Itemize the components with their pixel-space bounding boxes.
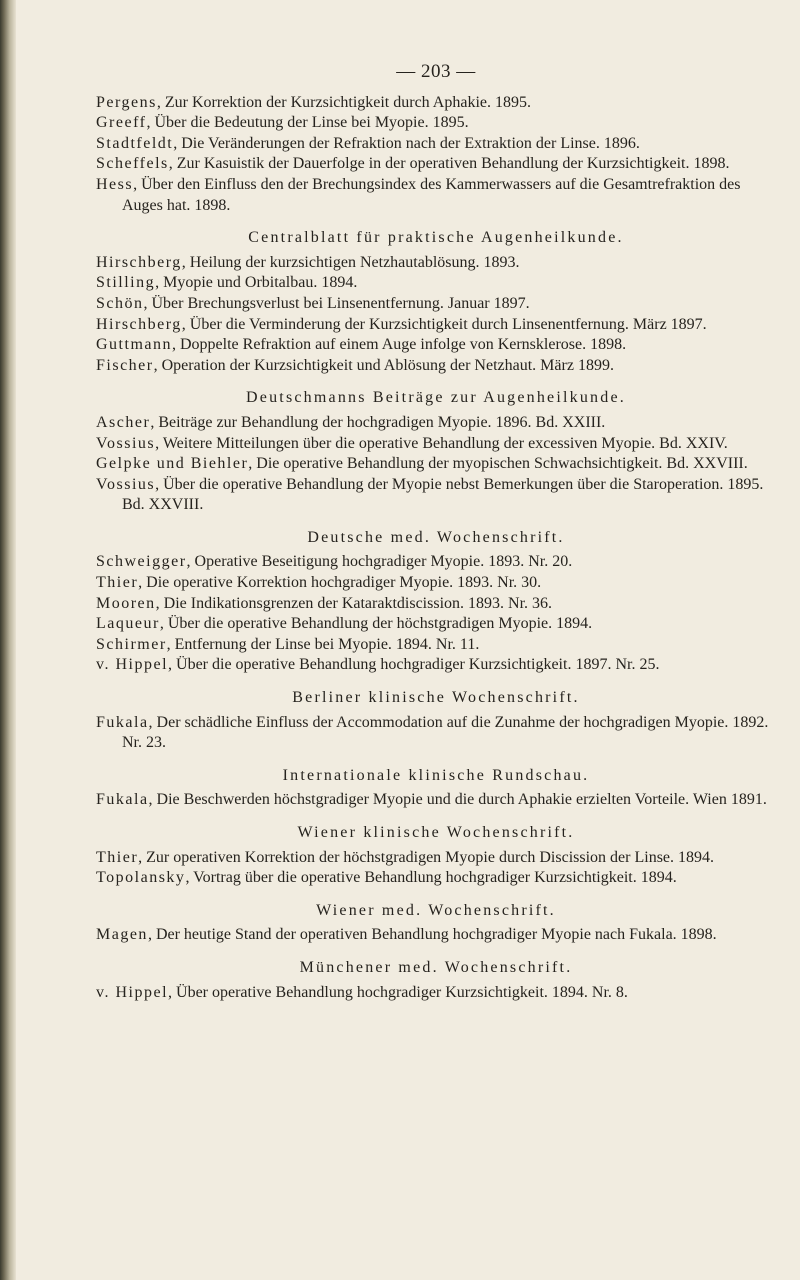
entry-text: , Über Brechungsverlust bei Linsenentfernung. Januar 1897. (143, 294, 530, 312)
entry-text: , Beiträge zur Behandlung der hochgradigen Myopie. 1896. Bd. XXIII. (150, 413, 606, 431)
entry-author: Fukala (96, 713, 149, 731)
entry-author: Hirschberg (96, 315, 182, 333)
entry-text: , Entfernung der Linse bei Myopie. 1894. Nr. 11. (166, 635, 480, 653)
entry-author: Laqueur (96, 615, 160, 633)
entry-author: Guttmann (96, 336, 172, 354)
entry-author: Mooren (96, 594, 156, 612)
entry-author: Thier (96, 848, 139, 866)
entry-text: , Zur Kasuistik der Dauerfolge in der operativen Behandlung der Kurzsichtigkeit. 1898. (168, 155, 730, 173)
entry-text: , Der heutige Stand der operativen Behandlung hochgradiger Myopie nach Fukala. 1898. (147, 926, 717, 944)
journal-heading: Internationale klinische Rundschau. (282, 766, 590, 784)
bibliography-entry (96, 594, 776, 615)
bibliography-entry (96, 335, 776, 356)
bibliography-entry (96, 253, 776, 274)
journal-heading: Münchener med. Wochenschrift. (299, 958, 573, 976)
bibliography-entry (96, 790, 776, 811)
entry-text: , Über den Einfluss den der Brechungsindex des Kammerwassers auf die Gesamtrefraktion des Auges hat. 1898. (122, 175, 741, 214)
document-page (96, 62, 776, 1003)
entry-text: , Vortrag über die operative Behandlung hochgradiger Kurzsichtigkeit. 1894. (185, 869, 677, 887)
journal-heading: Wiener klinische Wochenschrift. (297, 824, 575, 841)
entry-author: Schirmer (96, 635, 167, 653)
entry-author: Pergens (96, 93, 157, 111)
page-binding-edge (0, 0, 16, 1280)
bibliography-entry (96, 635, 776, 656)
entry-text: , Über die operative Behandlung hochgradiger Kurzsichtigkeit. 1897. Nr. 25. (168, 656, 660, 674)
entry-text: , Operation der Kurzsichtigkeit und Ablösung der Netzhaut. März 1899. (153, 356, 614, 374)
bibliography-entry (96, 713, 776, 754)
entry-text: , Myopie und Orbitalbau. 1894. (155, 274, 358, 292)
bibliography-entry (96, 154, 776, 175)
bibliography-entry (96, 134, 776, 155)
journal-heading: Centralblatt für praktische Augenheilkunde. (248, 229, 624, 247)
entry-text: , Die Beschwerden höchstgradiger Myopie und die durch Aphakie erzielten Vorteile. Wien 1891. (148, 791, 767, 809)
journal-heading: Deutsche med. Wochenschrift. (307, 528, 565, 546)
entry-text: , Die Indikationsgrenzen der Kataraktdiscission. 1893. Nr. 36. (155, 594, 553, 612)
entry-text: , Weitere Mitteilungen über die operative Behandlung der excessiven Myopie. Bd. XXIV. (155, 434, 728, 452)
entry-text: , Über operative Behandlung hochgradiger Kurzsichtigkeit. 1894. Nr. 8. (168, 983, 628, 1001)
bibliography-entry (96, 552, 776, 573)
entry-text: , Die operative Korrektion hochgradiger Myopie. 1893. Nr. 30. (138, 574, 542, 592)
entry-author: Vossius (96, 434, 156, 452)
entry-author: Vossius (96, 475, 156, 493)
bibliography-entry (96, 113, 776, 134)
entry-author: Scheffels (96, 155, 169, 173)
journal-heading: Deutschmanns Beiträge zur Augenheilkunde. (246, 389, 626, 407)
entry-author: Thier (96, 574, 139, 592)
entry-author: v. Hippel (96, 656, 169, 674)
bibliography-entry (96, 573, 776, 594)
bibliography-entry (96, 983, 776, 1004)
entry-author: Magen (96, 926, 148, 944)
entry-author: Stadtfeldt (96, 134, 174, 152)
entry-author: Schweigger (96, 553, 187, 571)
journal-sections (96, 228, 776, 1003)
bibliography-entry (96, 93, 776, 114)
bibliography-entry (96, 413, 776, 434)
bibliography-entry (96, 175, 776, 216)
entry-author: Schön (96, 294, 144, 312)
entry-author: Hess (96, 175, 134, 193)
entry-text: , Doppelte Refraktion auf einem Auge infolge von Kernsklerose. 1898. (172, 336, 627, 354)
top-entry-list (96, 93, 776, 217)
bibliography-entry (96, 925, 776, 946)
entry-author: Ascher (96, 413, 151, 431)
entry-author: Stilling (96, 274, 156, 292)
entry-author: Fischer (96, 356, 154, 374)
entry-text: , Über die operative Behandlung der Myopie nebst Bemerkungen über die Staroperation. 1895. Bd. XXVIII. (122, 475, 764, 514)
entry-text: , Über die Bedeutung der Linse bei Myopie. 1895. (146, 114, 469, 132)
bibliography-entry (96, 475, 776, 516)
bibliography-entry (96, 454, 776, 475)
entry-author: v. Hippel (96, 983, 169, 1001)
entry-text: , Die operative Behandlung der myopischen Schwachsichtigkeit. Bd. XXVIII. (248, 455, 748, 473)
bibliography-entry (96, 356, 776, 377)
entry-author: Hirschberg (96, 253, 182, 271)
bibliography-entry (96, 655, 776, 676)
entry-text: , Die Veränderungen der Refraktion nach der Extraktion der Linse. 1896. (173, 134, 640, 152)
entry-text: , Operative Beseitigung hochgradiger Myopie. 1893. Nr. 20. (186, 553, 573, 571)
entry-text: , Heilung der kurzsichtigen Netzhautablösung. 1893. (181, 253, 520, 271)
entry-text: , Über die Verminderung der Kurzsichtigkeit durch Linsenentfernung. März 1897. (181, 315, 707, 333)
bibliography-entry (96, 294, 776, 315)
bibliography-entry (96, 848, 776, 869)
bibliography-entry (96, 614, 776, 635)
entry-author: Topolansky (96, 869, 186, 887)
entry-text: , Der schädliche Einfluss der Accommodation auf die Zunahme der hochgradigen Myopie. 1892. Nr. 23. (122, 713, 769, 752)
bibliography-entry (96, 434, 776, 455)
bibliography-entry (96, 315, 776, 336)
entry-author: Greeff (96, 114, 147, 132)
journal-heading: Wiener med. Wochenschrift. (316, 901, 556, 919)
entry-author: Fukala (96, 791, 149, 809)
page-number: — 203 — (396, 61, 476, 82)
entry-author: Gelpke und Biehler (96, 455, 249, 473)
bibliography-entry (96, 273, 776, 294)
entry-text: , Über die operative Behandlung der höchstgradigen Myopie. 1894. (159, 615, 593, 633)
bibliography-entry (96, 868, 776, 889)
entry-text: , Zur Korrektion der Kurzsichtigkeit durch Aphakie. 1895. (156, 93, 531, 111)
entry-text: , Zur operativen Korrektion der höchstgradigen Myopie durch Discission der Linse. 1894. (138, 848, 715, 866)
journal-heading: Berliner klinische Wochenschrift. (292, 689, 580, 707)
